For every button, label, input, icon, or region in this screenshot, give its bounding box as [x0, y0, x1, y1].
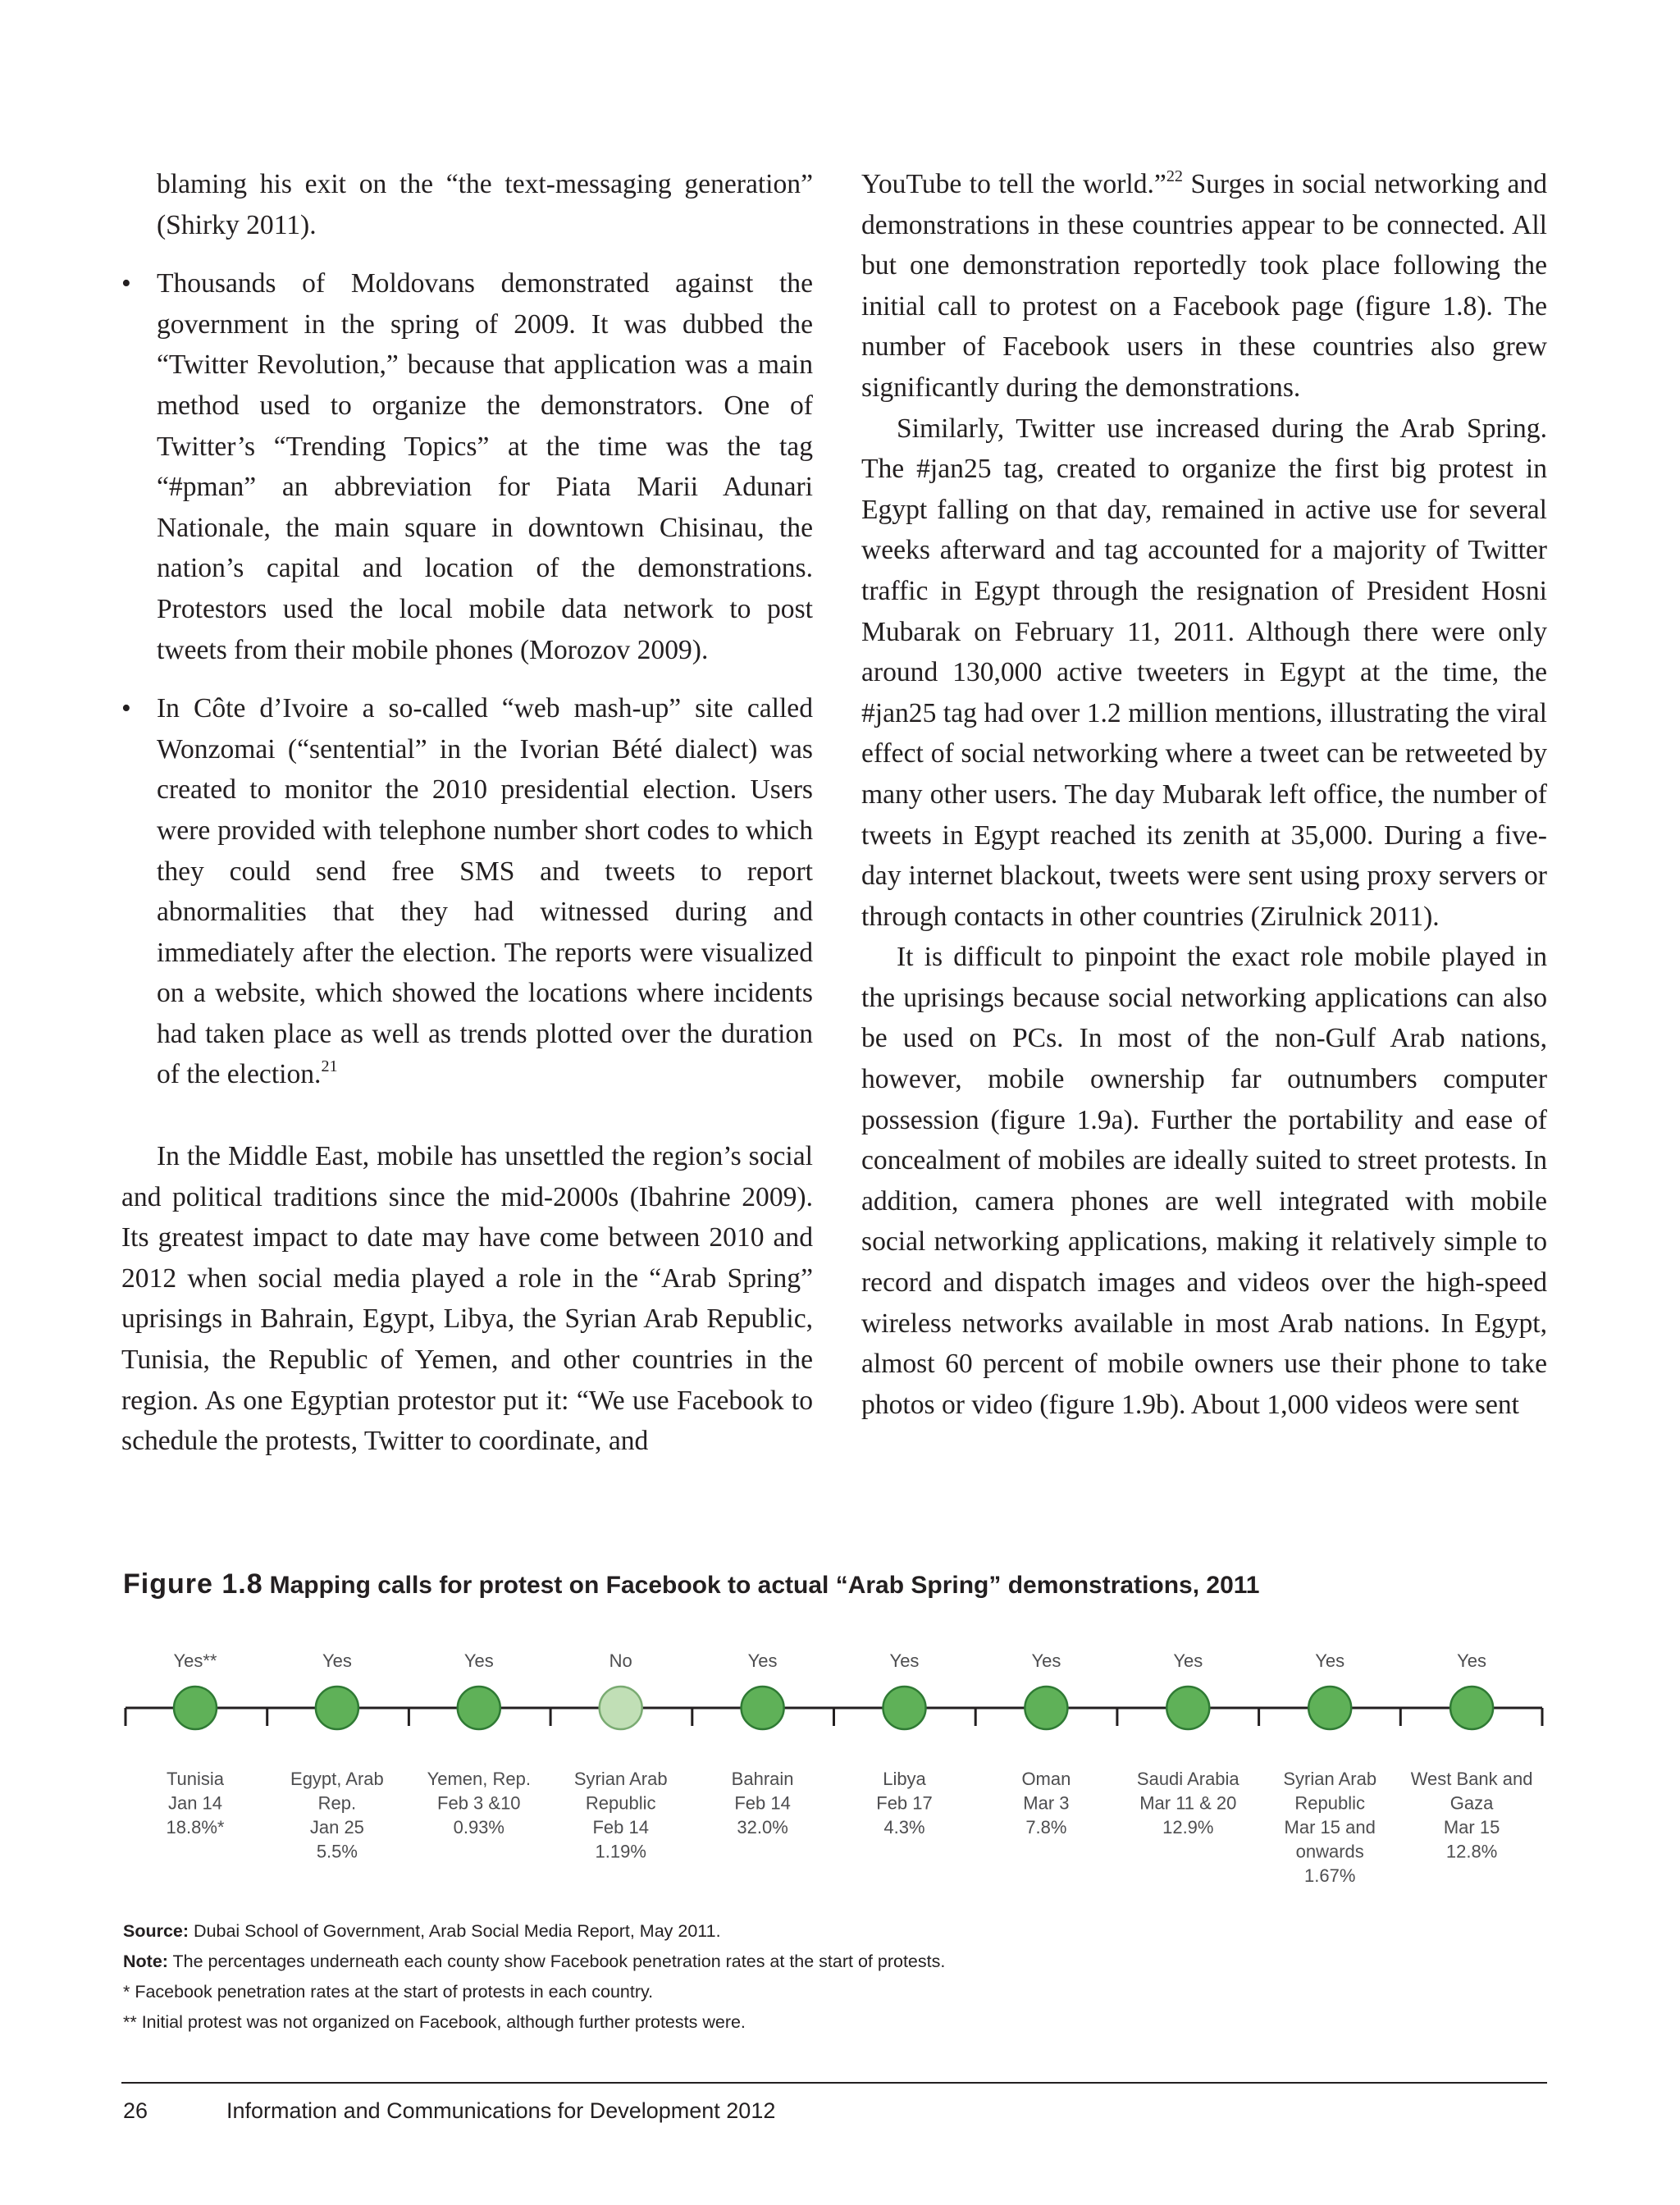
event-detail-line: Libya: [883, 1769, 926, 1789]
source-text: Dubai School of Government, Arab Social Media Report, May 2011.: [189, 1921, 721, 1941]
event-detail-line: 7.8%: [1025, 1817, 1067, 1838]
protest-marker-yes: [174, 1687, 217, 1729]
bullet-icon: •: [121, 693, 131, 724]
event-detail-line: Mar 15: [1443, 1817, 1500, 1838]
answer-label: Yes: [1457, 1650, 1487, 1671]
footnote-ref: 21: [321, 1057, 338, 1076]
note-label: Note:: [123, 1952, 168, 1971]
footnote-ref: 22: [1166, 167, 1183, 185]
protest-marker-yes: [1450, 1687, 1493, 1729]
event-detail-line: Oman: [1021, 1769, 1071, 1789]
body-paragraph: Similarly, Twitter use increased during the Arab Spring. The #jan25 tag, created to organize the first big protest in Egypt falling on that day, remained in active use for several weeks afterward and tag accounted for a majority of Twitter traffic in Egypt through the resignation of President Hosni Mubarak on February 11, 2011. Although there were only around 130,000 active tweeters in Egypt at the time, the #jan25 tag had over 1.2 million mentions, illustrating the viral effect of social networking where a tweet can be retweeted by many other users. The day Mubarak left office, the number of tweets in Egypt reached its zenith at 35,000. During a five-day internet blackout, tweets were sent using proxy servers or through contacts in other countries (Zirulnick 2011).: [861, 413, 1547, 932]
answer-label: Yes: [1031, 1650, 1061, 1671]
event-detail-line: Syrian Arab: [573, 1769, 668, 1789]
figure-notes: [123, 1916, 945, 2038]
event-detail-line: Tunisia: [166, 1769, 225, 1789]
answer-label: Yes: [889, 1650, 920, 1671]
event-detail-line: 1.67%: [1304, 1865, 1356, 1886]
protest-marker-yes: [883, 1687, 926, 1729]
bullet-text: Thousands of Moldovans demonstrated against the government in the spring of 2009. It was dubbed the “Twitter Revolution,” because that application was a main method used to organize the demonstrators. One of Twitter’s “Trending Topics” at the time was the tag “#pman” an abbreviation for Piata Marii Adunari Nationale, the main square in downtown Chisinau, the nation’s capital and location of the demonstrations. Protestors used the local mobile data network to post tweets from their mobile phones (Morozov 2009).: [157, 268, 813, 665]
answer-label: Yes**: [173, 1650, 217, 1671]
note-text: The percentages underneath each county show Facebook penetration rates at the start of protests.: [167, 1952, 946, 1971]
event-detail-line: Saudi Arabia: [1136, 1769, 1239, 1789]
page-number: 26: [123, 2098, 148, 2123]
event-detail-line: Feb 14: [592, 1817, 649, 1838]
event-detail-line: Bahrain: [731, 1769, 794, 1789]
event-detail-line: West Bank and: [1410, 1769, 1533, 1789]
event-detail-line: Jan 25: [309, 1817, 364, 1838]
event-detail-line: Jan 14: [167, 1792, 223, 1814]
answer-label: Yes: [1173, 1650, 1203, 1671]
figure-label: Figure 1.8: [123, 1568, 263, 1600]
answer-label: Yes: [747, 1650, 778, 1671]
event-detail-line: 0.93%: [453, 1817, 504, 1838]
publication-title: Information and Communications for Development 2012: [226, 2098, 776, 2123]
event-detail-line: Yemen, Rep.: [427, 1769, 531, 1789]
event-detail-line: Mar 3: [1023, 1792, 1070, 1814]
paragraph-rest: Surges in social networking and demonstrations in these countries appear to be connected. All but one demonstration reportedly took place following the initial call to protest on a Facebook page (figure 1.8). The number of Facebook users in these countries also grew significantly during the demonstrations.: [861, 169, 1547, 403]
event-detail-line: Syrian Arab: [1283, 1769, 1377, 1789]
event-detail-line: Feb 14: [734, 1792, 791, 1814]
event-detail-line: 1.19%: [595, 1841, 646, 1862]
event-detail-line: Mar 11 & 20: [1139, 1792, 1237, 1814]
event-detail-line: Gaza: [1449, 1792, 1494, 1814]
footnote-single-star: * Facebook penetration rates at the start of protests in each country.: [123, 1982, 654, 2002]
paragraph-start: YouTube to tell the world.”: [861, 169, 1166, 199]
answer-label: No: [609, 1650, 632, 1671]
source-line: [123, 1916, 945, 1947]
event-detail-line: Feb 3 &10: [437, 1792, 521, 1814]
protest-marker-yes: [742, 1687, 784, 1729]
event-detail-line: onwards: [1295, 1841, 1364, 1862]
body-paragraph: In the Middle East, mobile has unsettled the region’s social and political traditions since the mid-2000s (Ibahrine 2009). Its greatest impact to date may have come between 2010 and 2012 when social media played a role in the “Arab Spring” uprisings in Bahrain, Egypt, Libya, the Syrian Arab Republic, Tunisia, the Republic of Yemen, and other countries in the region. As one Egyptian protestor put it: “We use Facebook to schedule the protests, Twitter to coordinate, and: [121, 1141, 813, 1457]
event-detail-line: Republic: [585, 1792, 656, 1814]
footnote-double-star: ** Initial protest was not organized on Facebook, although further protests were.: [123, 2012, 746, 2032]
continued-paragraph: blaming his exit on the “the text-messaging generation” (Shirky 2011).: [157, 169, 813, 240]
footer-rule: [121, 2082, 1547, 2084]
event-detail-line: Feb 17: [876, 1792, 933, 1814]
event-detail-line: Egypt, Arab: [290, 1769, 384, 1789]
bullet-icon: •: [121, 268, 131, 299]
event-detail-line: 32.0%: [737, 1817, 788, 1838]
answer-label: Yes: [1315, 1650, 1345, 1671]
bullet-text: In Côte d’Ivoire a so-called “web mash-up” site called Wonzomai (“sentential” in the Ivorian Bété dialect) was created to monitor the 2010 presidential election. Users were provided with telephone number short codes to which they could send free SMS and tweets to report abnormalities that they had witnessed during and immediately after the election. The reports were visualized on a website, which showed the locations where incidents had taken place as well as trends plotted over the duration of the election.: [157, 693, 813, 1090]
body-paragraph: It is difficult to pinpoint the exact role mobile played in the uprisings because social networking applications can also be used on PCs. In most of the non-Gulf Arab nations, however, mobile ownership far outnumbers computer possession (figure 1.9a). Further the portability and ease of concealment of mobiles are ideally suited to street protests. In addition, camera phones are well integrated with mobile social networking applications, making it relatively simple to record and dispatch images and videos over the high-speed wireless networks available in most Arab nations. In Egypt, almost 60 percent of mobile owners use their phone to take photos or video (figure 1.9b). About 1,000 videos were sent: [861, 942, 1547, 1420]
protest-marker-yes: [1308, 1687, 1351, 1729]
event-detail-line: Republic: [1294, 1792, 1366, 1814]
protest-marker-yes: [316, 1687, 358, 1729]
source-label: Source:: [123, 1921, 189, 1941]
figure-caption: Mapping calls for protest on Facebook to actual “Arab Spring” demonstrations, 2011: [269, 1572, 1260, 1599]
note-line: [123, 1947, 945, 1977]
event-detail-line: Rep.: [317, 1792, 357, 1814]
event-detail-line: 12.9%: [1162, 1817, 1214, 1838]
protest-marker-yes: [1025, 1687, 1067, 1729]
event-detail-line: 18.8%*: [166, 1817, 225, 1838]
event-detail-line: 12.8%: [1445, 1841, 1498, 1862]
protest-marker-no: [600, 1687, 642, 1729]
protest-marker-yes: [458, 1687, 500, 1729]
protest-marker-yes: [1166, 1687, 1209, 1729]
event-detail-line: 4.3%: [883, 1817, 925, 1838]
event-detail-line: Mar 15 and: [1284, 1817, 1376, 1838]
event-detail-line: 5.5%: [316, 1841, 358, 1862]
answer-label: Yes: [463, 1650, 494, 1671]
answer-label: Yes: [322, 1650, 352, 1671]
